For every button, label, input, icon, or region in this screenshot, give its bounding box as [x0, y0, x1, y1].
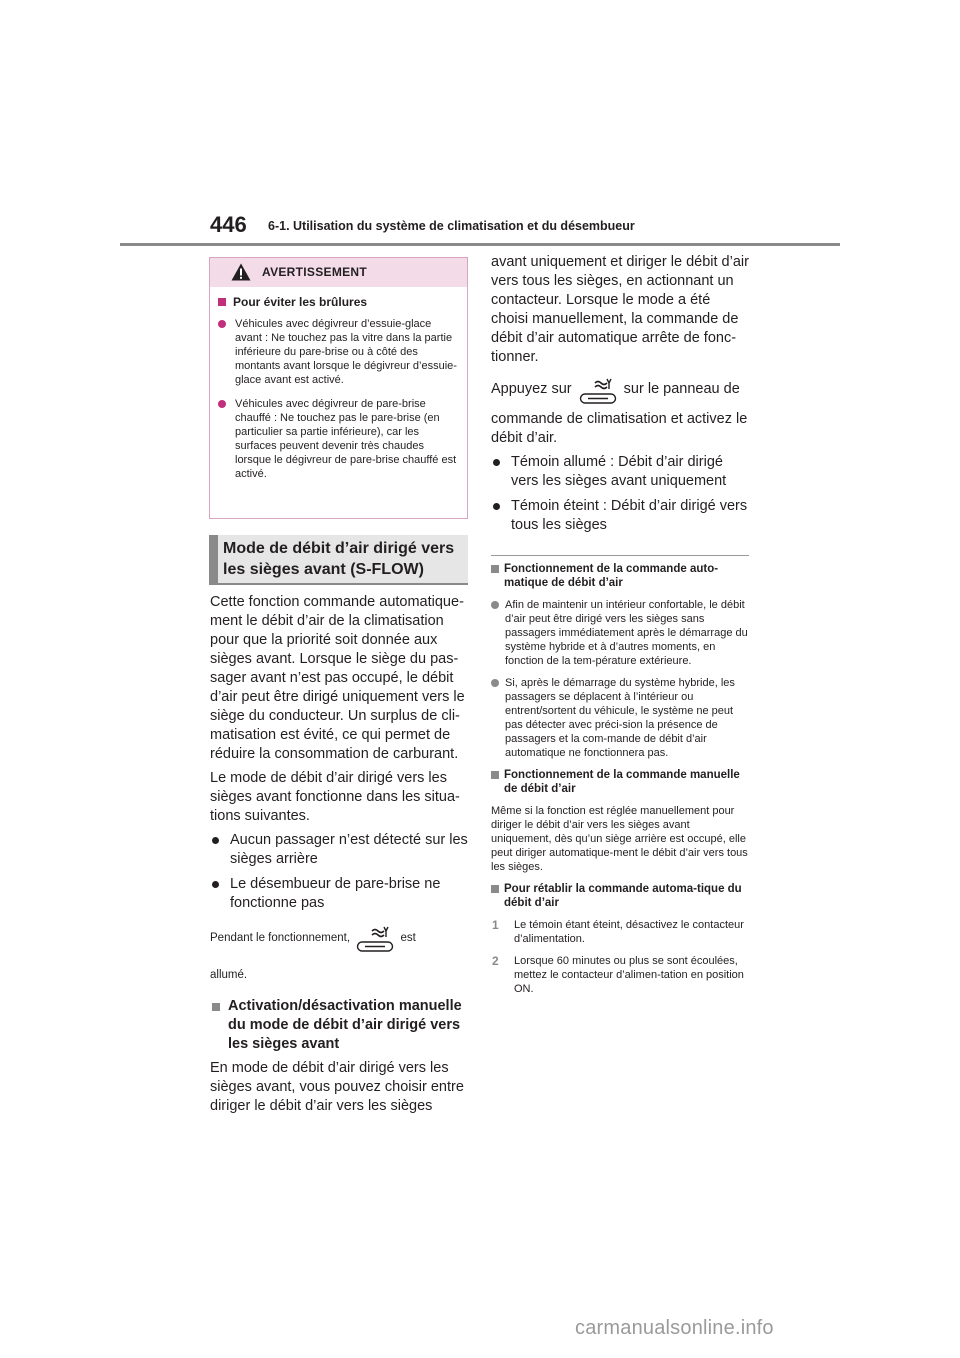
- chapter-title: 6-1. Utilisation du système de climatisation et du désembueur: [268, 219, 635, 233]
- paragraph: avant uniquement et diriger le débit d’air vers tous les sièges, en actionnant un contacteur. Lorsque le mode a été choisi manuellement, la commande de débit d’air automatique arrête de fonc-tionner.: [491, 254, 749, 365]
- warning-triangle-icon: [231, 263, 251, 281]
- note-paragraph: Même si la fonction est réglée manuellement pour diriger le débit d’air vers les sièges avant uniquement, dès qu’un siège arrière est occupé, elle peut diriger automatique-ment le débit d’air vers tous les sièges.: [491, 805, 748, 873]
- circle-bullet-icon: [218, 320, 226, 328]
- bullet-icon: [493, 503, 500, 510]
- square-bullet-icon: [491, 885, 499, 893]
- s-flow-button-icon: [579, 377, 617, 405]
- header-rule: [120, 243, 840, 246]
- square-bullet-icon: [491, 565, 499, 573]
- section-title-box: [209, 535, 468, 585]
- warning-item: Véhicules avec dégivreur de pare-brise chauffé : Ne touchez pas le pare-brise (en particulier sa partie inférieure), car les surfaces peuvent devenir très chaudes lorsque le dégivreur de pare-brise chauffé est activé.: [218, 397, 457, 481]
- subheading: Activation/désactivation manuelle du mode de débit d’air dirigé vers les sièges avant: [210, 997, 468, 1054]
- press-instruction: Appuyez sur sur le panneau de: [491, 377, 749, 405]
- step-item: 2 Lorsque 60 minutes ou plus se sont écoulées, mettez le contacteur d’alimen-tation en position ON.: [492, 954, 744, 995]
- bullet-item: Témoin allumé : Débit d’air dirigé vers les sièges avant uniquement: [491, 453, 749, 491]
- square-bullet-icon: [218, 298, 226, 306]
- square-bullet-icon: [491, 771, 499, 779]
- step-number: 1: [492, 918, 499, 932]
- note-heading: Fonctionnement de la commande manuelle de débit d’air: [491, 768, 749, 796]
- step-item: 1 Le témoin étant éteint, désactivez le contacteur d’alimentation.: [492, 918, 744, 945]
- warning-body: [210, 287, 467, 481]
- section-title: Mode de débit d’air dirigé vers les sièges avant (S-FLOW): [223, 540, 455, 578]
- circle-bullet-icon: [491, 601, 499, 609]
- paragraph: Le mode de débit d’air dirigé vers les sièges avant fonctionne dans les situa-tions suivantes.: [210, 770, 460, 824]
- paragraph: commande de climatisation et activez le débit d’air.: [491, 411, 748, 446]
- note-heading: Fonctionnement de la commande auto-matique de débit d’air: [491, 562, 749, 590]
- section-bar: [209, 535, 218, 583]
- left-column: [210, 593, 468, 1121]
- note-item: Si, après le démarrage du système hybride, les passagers se déplacent à l’intérieur ou entrent/sortent du véhicule, le système ne peut pas détecter avec préci-sion la présence de passagers et la com-mande de débit d’air automatique ne fonctionnera pas.: [491, 676, 749, 760]
- circle-bullet-icon: [491, 679, 499, 687]
- warning-header: [210, 258, 467, 287]
- bullet-icon: [212, 881, 219, 888]
- step-number: 2: [492, 954, 499, 968]
- warning-heading: Pour éviter les brûlures: [218, 295, 457, 309]
- square-bullet-icon: [212, 1003, 220, 1011]
- circle-bullet-icon: [218, 400, 226, 408]
- bullet-item: Aucun passager n’est détecté sur les sièges arrière: [210, 831, 468, 869]
- bullet-item: Témoin éteint : Débit d’air dirigé vers tous les sièges: [491, 497, 749, 535]
- note-heading: Pour rétablir la commande automa-tique du débit d’air: [491, 882, 749, 910]
- warning-title: AVERTISSEMENT: [262, 265, 368, 279]
- notes-divider: [491, 555, 749, 556]
- s-flow-icon: [356, 925, 394, 953]
- bullet-item: Le désembueur de pare-brise ne fonctionne pas: [210, 875, 468, 913]
- note-item: Afin de maintenir un intérieur confortable, le débit d’air peut être dirigé vers les sièges sans passagers immédiatement après le démarrage du système hybride et à d’autres moments, en fonction de la tem-pérature extérieure.: [491, 598, 749, 668]
- right-column: [491, 253, 749, 1004]
- bullet-icon: [212, 837, 219, 844]
- watermark: carmanualsonline.info: [575, 1317, 774, 1339]
- paragraph: Cette fonction commande automatique-ment le débit d’air de la climatisation pour que la priorité soit donnée aux sièges avant. Lorsque le siège du pas-sager avant n’est pas occupé, le débit d’air peut être dirigé uniquement vers le siège du conducteur. Un surplus de cli-matisation est évité, ce qui permet de réduire la consommation de carburant.: [210, 594, 465, 762]
- indicator-note: Pendant le fonctionnement, est allumé.: [210, 925, 468, 983]
- page-number: 446: [210, 212, 247, 237]
- warning-box: [209, 257, 468, 519]
- warning-item: Véhicules avec dégivreur d’essuie-glace avant : Ne touchez pas la vitre dans la partie inférieure du pare-brise ou à côté des montants avant lorsque le dégivreur d’essuie-glace avant est activé.: [218, 317, 457, 387]
- bullet-icon: [493, 459, 500, 466]
- paragraph: En mode de débit d’air dirigé vers les sièges avant, vous pouvez choisir entre diriger le débit d’air vers les sièges: [210, 1060, 464, 1114]
